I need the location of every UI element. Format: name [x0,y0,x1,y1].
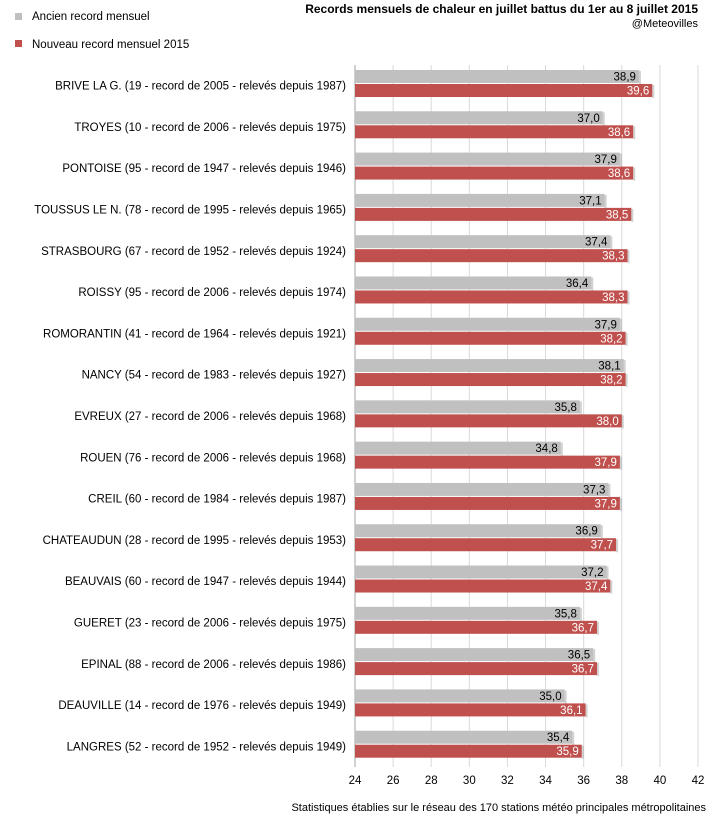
bar-new-record [355,497,620,510]
chart-credit: @Meteovilles [631,18,698,30]
bar-shadow [652,85,654,98]
x-tick-label: 28 [424,775,438,787]
bar-old-record [355,483,608,496]
category-label: PONTOISE (95 - record de 1947 - relevés depuis 1946) [62,163,346,176]
value-label-old: 34,8 [535,443,558,456]
value-label-new: 38,6 [607,126,631,139]
value-label-new: 36,7 [571,622,595,635]
value-label-old: 37,0 [577,112,600,125]
category-label: LANGRES (52 - record de 1952 - relevés depuis 1949) [66,741,346,754]
value-label-old: 37,9 [594,154,617,167]
x-tick-label: 32 [501,775,514,787]
category-label: EVREUX (27 - record de 2006 - relevés depuis 1968) [74,411,346,423]
bar-old-record [355,731,572,744]
x-tick-label: 34 [539,775,552,787]
bar-shadow [620,498,622,511]
bar-new-record [355,373,626,386]
bar-new-record [355,662,597,675]
bar-shadow [580,401,582,414]
bar-old-record [355,648,593,661]
bar-new-record [355,125,633,138]
value-label-new: 35,9 [556,746,579,759]
bar-old-record [355,566,607,579]
value-label-new: 38,5 [605,209,629,222]
value-label-old: 37,9 [594,319,617,332]
category-label: EPINAL (88 - record de 2006 - relevés depuis 1986) [81,658,346,671]
x-tick-label: 24 [348,775,362,787]
value-label-old: 35,8 [554,608,577,621]
bar-old-record [355,524,601,537]
category-label: STRASBOURG (67 - record de 1952 - relevés depuis 1924) [41,245,346,258]
value-label-old: 35,4 [546,732,570,745]
category-label: ROISSY (95 - record de 2006 - relevés depuis 1974) [78,287,346,300]
bar-shadow [627,291,629,304]
bar-new-record [355,580,610,593]
bar-new-record [355,249,627,262]
chart-title: Records mensuels de chaleur en juillet battus du 1er au 8 juillet 2015 [305,2,698,16]
value-label-new: 36,7 [571,663,595,676]
legend-swatch-new [15,40,22,47]
value-label-old: 36,9 [575,525,598,538]
category-label: CHATEAUDUN (28 - record de 1995 - relevés depuis 1953) [42,534,346,547]
x-tick-label: 40 [653,775,667,787]
x-tick-label: 42 [691,775,705,787]
bar-shadow [610,236,612,249]
bar-shadow [626,374,628,387]
bars [355,70,654,759]
value-label-new: 37,9 [594,457,617,470]
value-label-old: 37,2 [581,567,604,580]
bar-new-record [355,703,586,716]
bar-old-record [355,276,591,289]
bar-shadow [633,168,635,181]
bar-old-record [355,70,639,83]
bar-new-record [355,332,626,345]
value-label-new: 38,2 [600,374,623,387]
bar-shadow [605,195,607,208]
value-label-old: 38,1 [598,360,621,373]
bar-shadow [610,581,612,594]
bar-old-record [355,400,580,413]
bar-new-record [355,621,597,634]
bar-new-record [355,290,627,303]
bar-old-record [355,153,620,166]
bar-shadow [561,443,563,456]
bar-shadow [597,622,599,635]
category-labels [34,81,346,754]
value-label-old: 37,4 [584,236,608,249]
bar-shadow [633,126,635,139]
bar-shadow [591,277,593,290]
bar-shadow [620,154,622,167]
value-label-new: 38,0 [596,415,619,428]
category-label: NANCY (54 - record de 1983 - relevés depuis 1927) [81,369,346,382]
value-label-new: 38,3 [602,250,625,263]
bar-old-record [355,235,610,248]
value-label-old: 37,1 [579,195,602,208]
bar-old-record [355,111,603,124]
category-label: ROMORANTIN (41 - record de 1964 - relevés depuis 1921) [43,328,346,341]
bar-new-record [355,84,652,97]
bar-new-record [355,414,622,427]
bar-shadow [616,539,618,552]
bar-old-record [355,689,565,702]
bar-shadow [580,608,582,621]
category-label: TROYES (10 - record de 2006 - relevés depuis 1975) [74,121,346,134]
value-label-new: 37,9 [594,498,617,511]
bar-shadow [631,209,633,222]
legend-label-old: Ancien record mensuel [32,11,150,23]
bar-shadow [627,250,629,263]
x-axis [349,775,705,787]
bar-old-record [355,318,620,331]
value-label-old: 36,4 [565,277,589,290]
category-label: GUERET (23 - record de 2006 - relevés depuis 1975) [73,617,346,630]
x-tick-label: 30 [462,775,476,787]
value-label-old: 37,3 [583,484,606,497]
x-tick-label: 38 [615,775,629,787]
category-label: ROUEN (76 - record de 2006 - relevés depuis 1968) [80,452,346,465]
value-label-new: 37,7 [590,539,614,552]
legend-swatch-old [15,13,22,20]
category-label: DEAUVILLE (14 - record de 1976 - relevés depuis 1949) [58,700,346,713]
value-label-new: 38,3 [602,291,625,304]
value-label-new: 36,1 [560,704,583,717]
category-label: TOUSSUS LE N. (78 - record de 1995 - relevés depuis 1965) [34,204,346,217]
bar-shadow [597,663,599,676]
bar-shadow [582,746,584,759]
value-label-new: 39,6 [626,85,650,98]
value-label-new: 38,6 [607,168,631,181]
bar-shadow [608,484,610,497]
value-label-old: 35,0 [539,690,562,703]
bar-shadow [622,415,624,428]
x-tick-label: 36 [577,775,591,787]
chart-footer: Statistiques établies sur le réseau des 170 stations météo principales métropolitaines [291,802,706,814]
bar-old-record [355,607,580,620]
bar-old-record [355,442,561,455]
bar-shadow [601,525,603,538]
value-label-old: 36,5 [567,649,591,662]
category-label: CREIL (60 - record de 1984 - relevés depuis 1987) [88,493,346,506]
bar-shadow [572,732,574,745]
x-tick-label: 26 [386,775,400,787]
legend [15,11,189,51]
bar-new-record [355,167,633,180]
legend-label-new: Nouveau record mensuel 2015 [32,39,190,51]
bar-new-record [355,538,616,551]
bar-shadow [593,649,595,662]
value-label-new: 38,2 [600,333,623,346]
bar-new-record [355,745,582,758]
category-label: BRIVE LA G. (19 - record de 2005 - relevés depuis 1987) [55,80,346,93]
bar-old-record [355,359,624,372]
value-label-new: 37,4 [584,581,608,594]
value-label-old: 38,9 [613,71,636,84]
bar-shadow [626,333,628,346]
category-label: BEAUVAIS (60 - record de 1947 - relevés depuis 1944) [64,576,346,589]
bar-shadow [624,360,626,373]
bar-shadow [603,112,605,125]
bar-new-record [355,208,631,221]
bar-shadow [607,567,609,580]
bar-old-record [355,194,605,207]
bar-shadow [565,690,567,703]
bar-shadow [586,704,588,717]
bar-shadow [620,457,622,470]
value-label-old: 35,8 [554,401,577,414]
bar-shadow [620,319,622,332]
bar-shadow [639,71,641,84]
bar-new-record [355,456,620,469]
